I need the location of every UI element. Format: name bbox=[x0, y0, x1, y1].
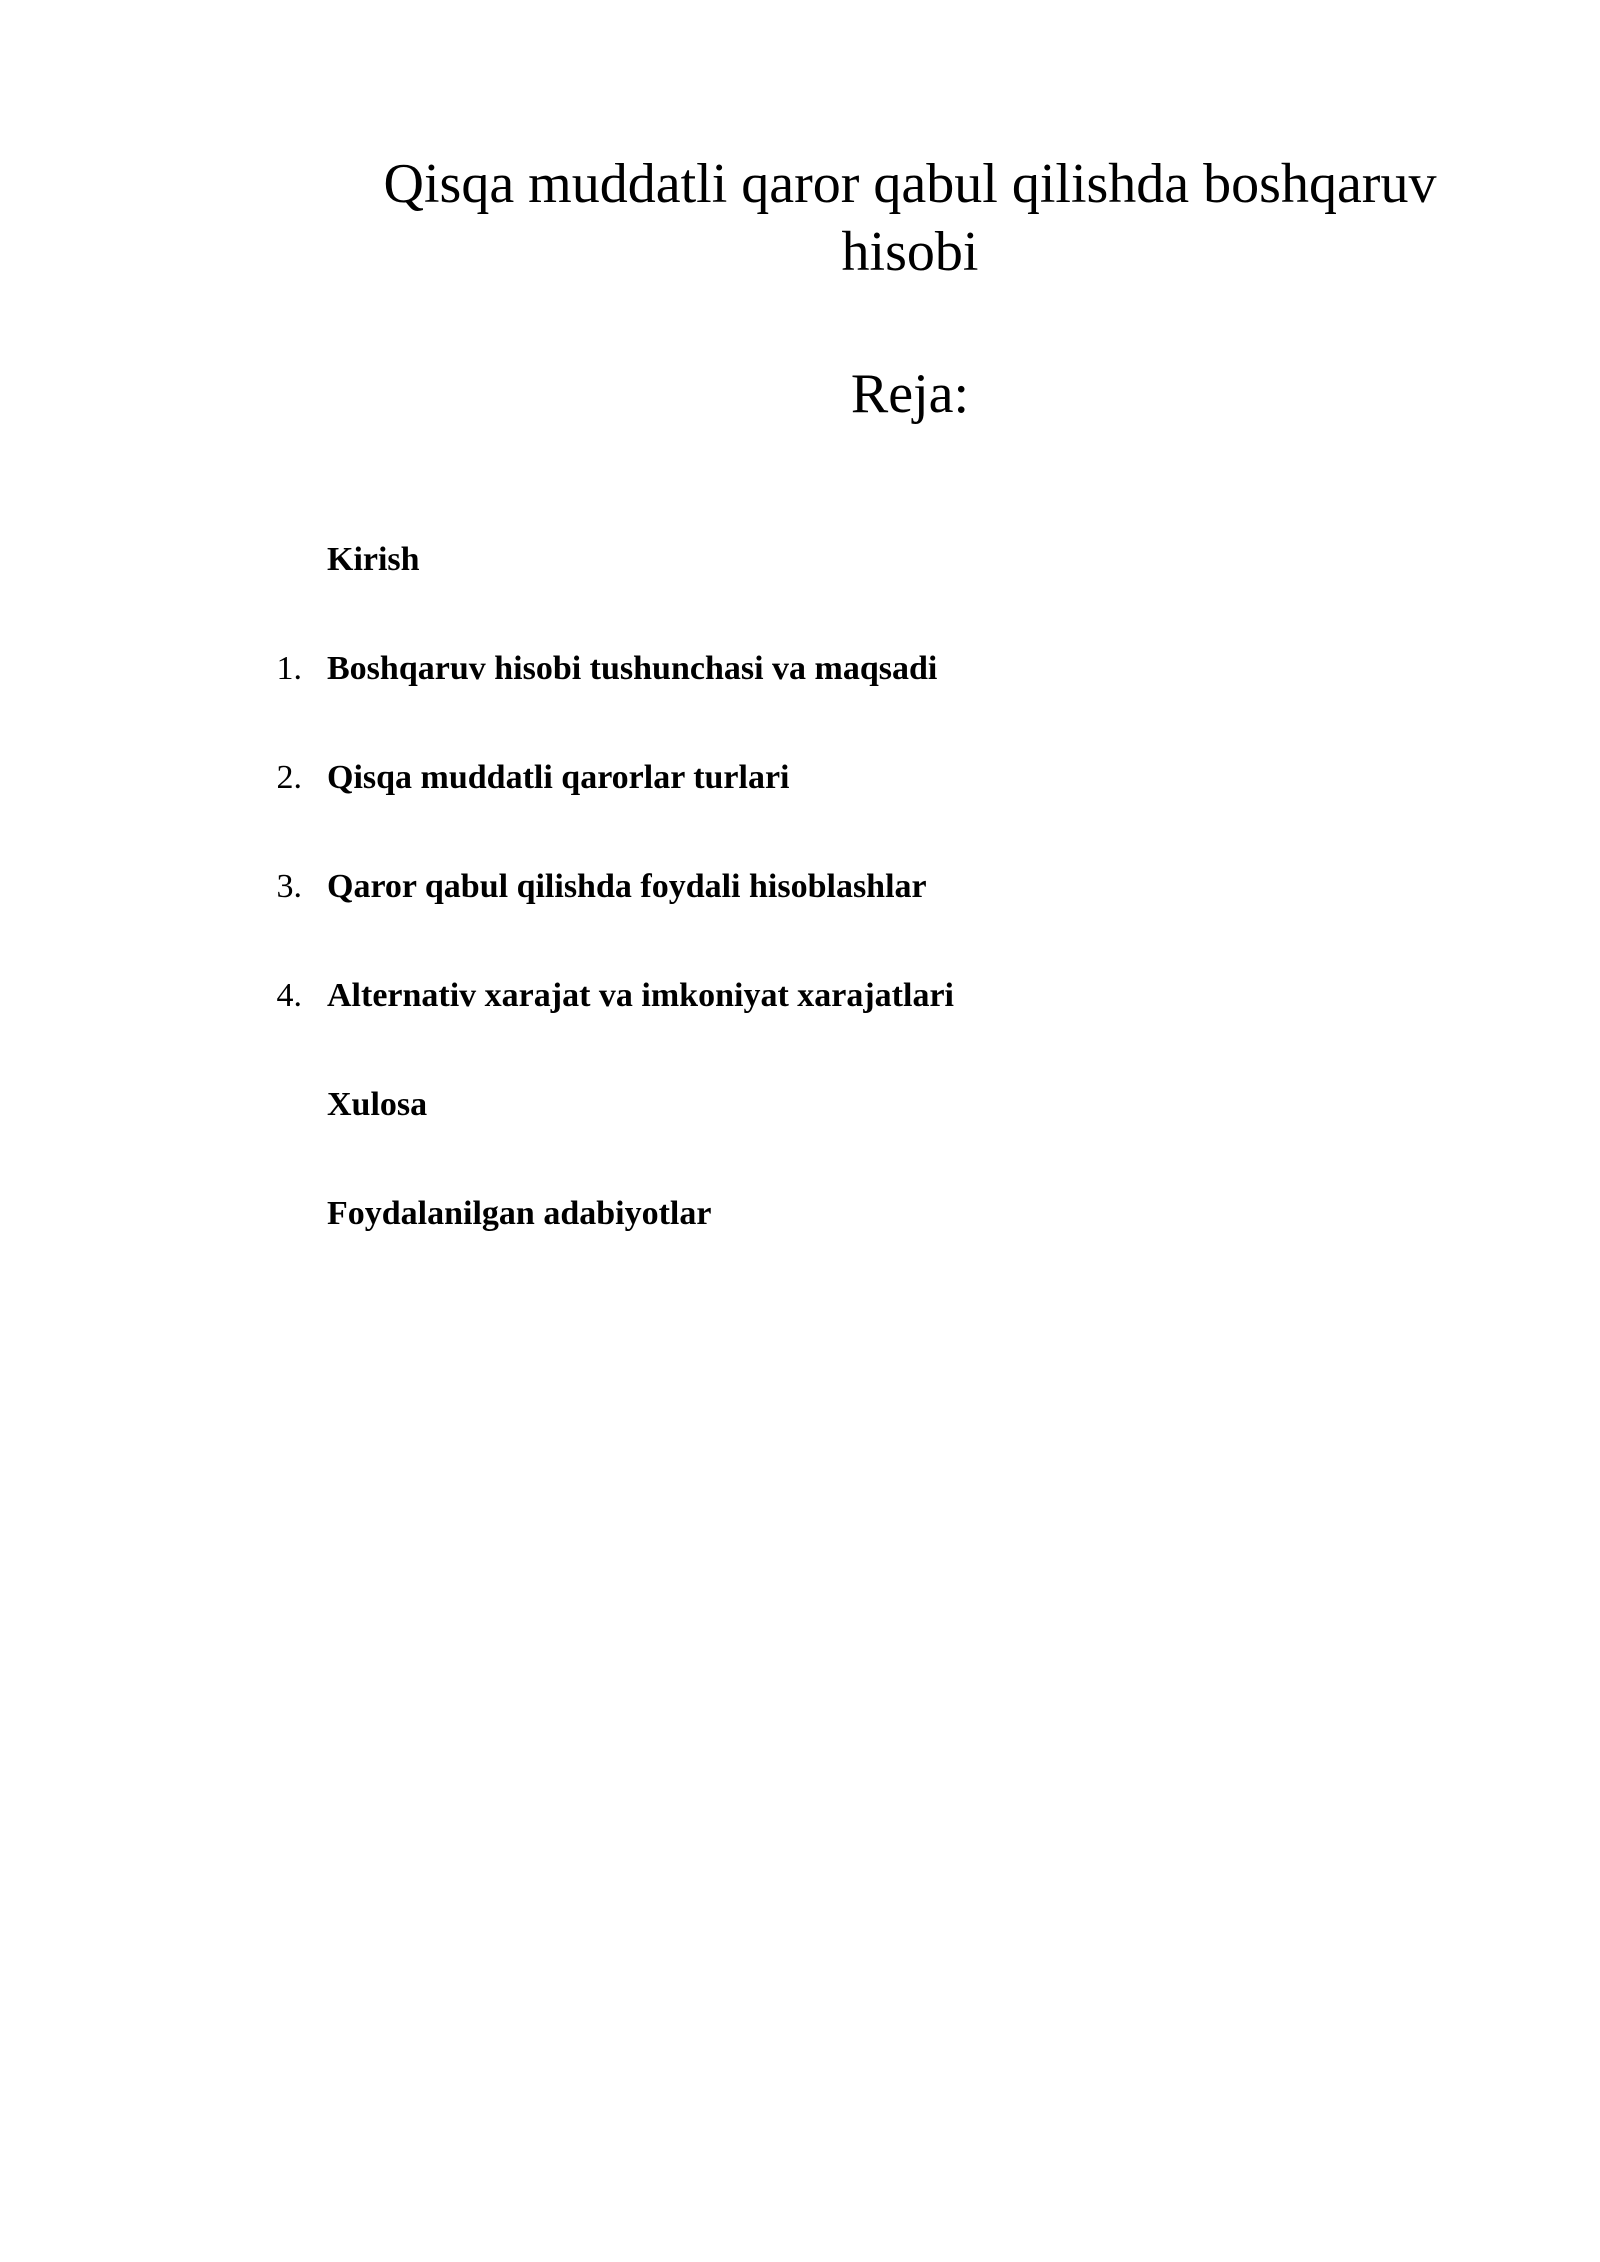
toc-item-3 bbox=[240, 857, 1340, 966]
toc-item-number: 3. bbox=[276, 868, 302, 905]
toc-item-label: Qaror qabul qilishda foydali hisoblashlar bbox=[327, 868, 927, 905]
toc-item-label: Alternativ xarajat va imkoniyat xarajatlari bbox=[327, 977, 954, 1014]
toc-item-conclusion bbox=[240, 1075, 1340, 1184]
toc-item-label: Xulosa bbox=[327, 1086, 428, 1123]
toc-item-1 bbox=[240, 639, 1340, 748]
toc-item-number: 4. bbox=[276, 977, 302, 1014]
toc-item-introduction bbox=[240, 530, 1340, 639]
toc-item-number: 2. bbox=[276, 759, 302, 796]
plan-heading: Reja: bbox=[850, 363, 970, 425]
toc-item-label: Qisqa muddatli qarorlar turlari bbox=[327, 759, 790, 796]
toc-item-number: 1. bbox=[276, 650, 302, 687]
toc-item-label: Foydalanilgan adabiyotlar bbox=[327, 1195, 712, 1232]
toc-item-2 bbox=[240, 748, 1340, 857]
toc-item-label: Boshqaruv hisobi tushunchasi va maqsadi bbox=[327, 650, 938, 687]
document-title: Qisqa muddatli qaror qabul qilishda boshqaruv hisobi bbox=[383, 153, 1437, 283]
toc-item-references bbox=[240, 1184, 1340, 1293]
toc-item-label: Kirish bbox=[327, 541, 420, 578]
toc-item-4 bbox=[240, 966, 1340, 1075]
table-of-contents bbox=[240, 530, 1340, 1293]
